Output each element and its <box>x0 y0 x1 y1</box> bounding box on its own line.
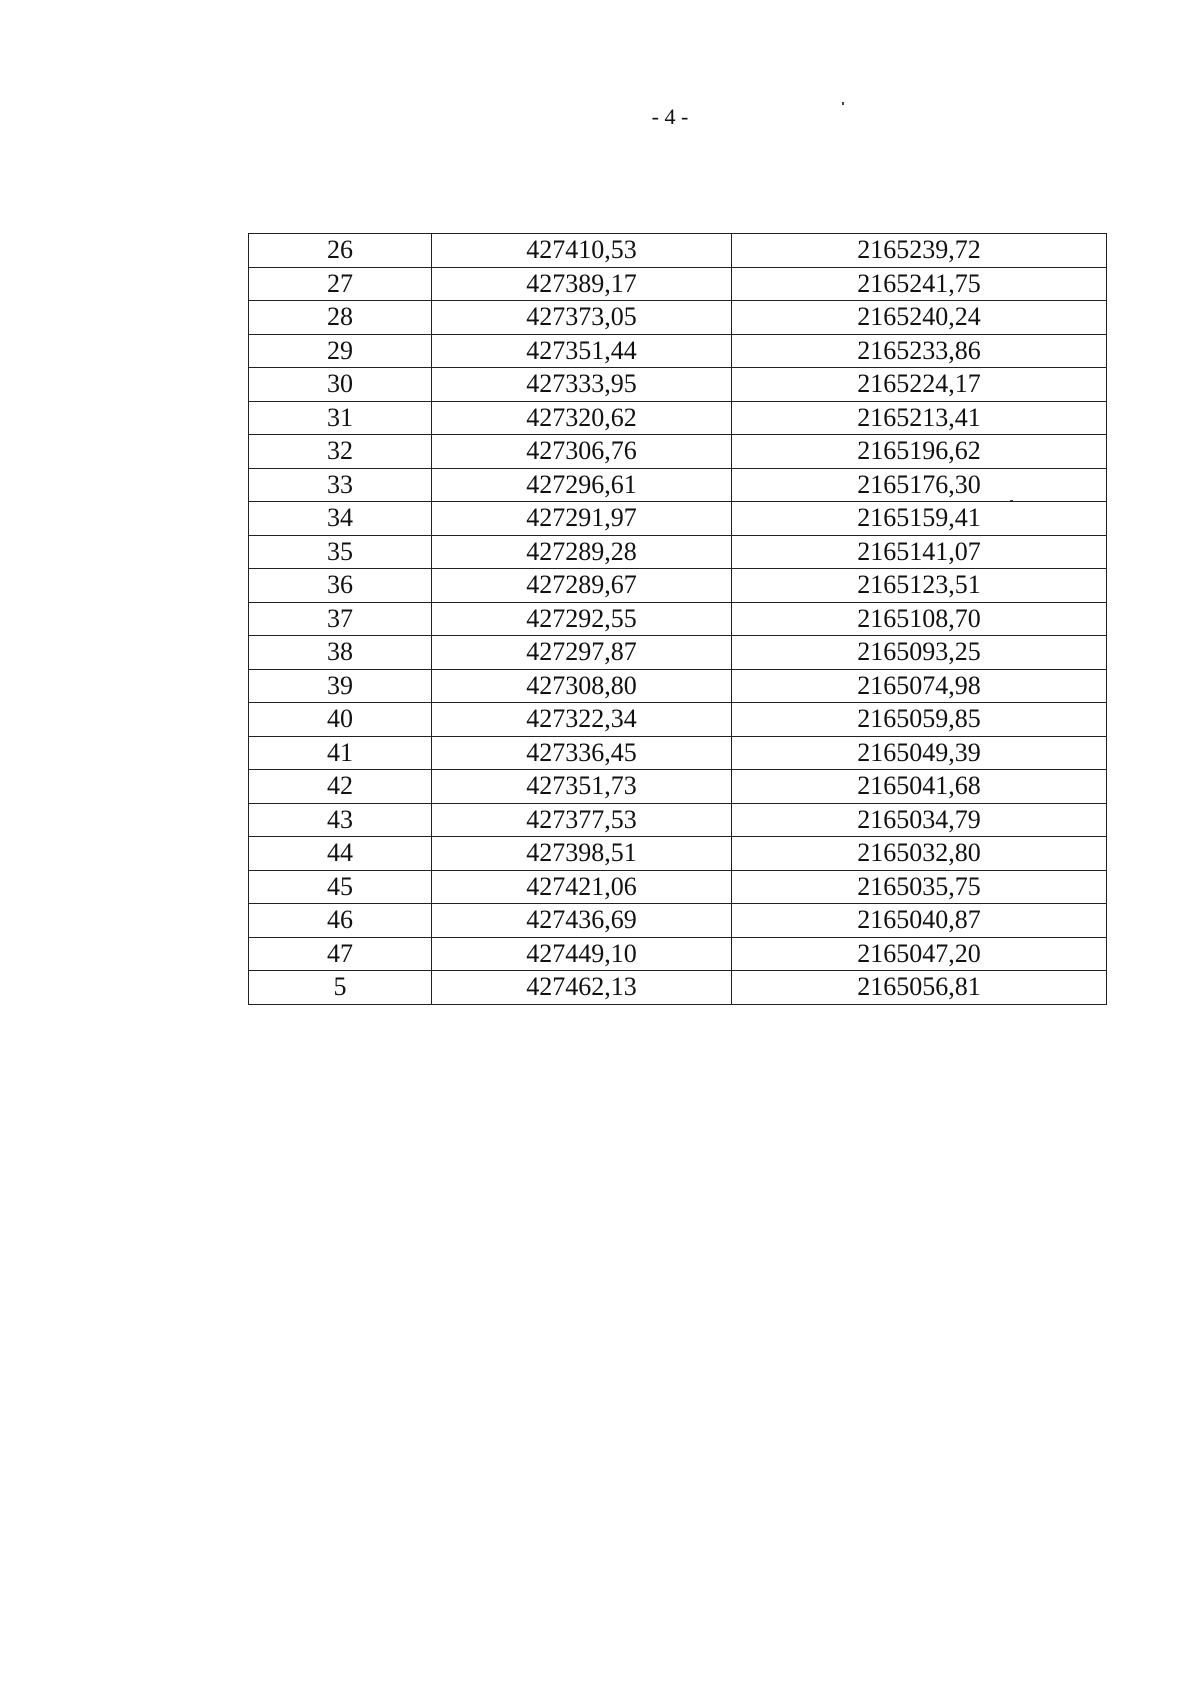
coordinates-table-body <box>249 234 1107 1005</box>
point-number-cell: 38 <box>249 636 432 670</box>
point-number-cell: 43 <box>249 803 432 837</box>
table-row <box>249 770 1107 804</box>
table-row <box>249 301 1107 335</box>
x-coordinate-cell: 427296,61 <box>432 468 732 502</box>
x-coordinate-cell: 427291,97 <box>432 502 732 536</box>
table-row <box>249 971 1107 1005</box>
x-coordinate-cell: 427333,95 <box>432 368 732 402</box>
x-coordinate-cell: 427322,34 <box>432 703 732 737</box>
table-row <box>249 334 1107 368</box>
y-coordinate-cell: 2165108,70 <box>732 602 1107 636</box>
table-row <box>249 870 1107 904</box>
y-coordinate-cell: 2165032,80 <box>732 837 1107 871</box>
table-row <box>249 401 1107 435</box>
x-coordinate-cell: 427389,17 <box>432 267 732 301</box>
point-number-cell: 37 <box>249 602 432 636</box>
point-number-cell: 40 <box>249 703 432 737</box>
y-coordinate-cell: 2165213,41 <box>732 401 1107 435</box>
coordinates-table <box>248 233 1107 1005</box>
x-coordinate-cell: 427289,67 <box>432 569 732 603</box>
table-row <box>249 368 1107 402</box>
point-number-cell: 46 <box>249 904 432 938</box>
point-number-cell: 35 <box>249 535 432 569</box>
point-number-cell: 41 <box>249 736 432 770</box>
table-row <box>249 435 1107 469</box>
x-coordinate-cell: 427336,45 <box>432 736 732 770</box>
x-coordinate-cell: 427351,73 <box>432 770 732 804</box>
y-coordinate-cell: 2165074,98 <box>732 669 1107 703</box>
x-coordinate-cell: 427308,80 <box>432 669 732 703</box>
point-number-cell: 42 <box>249 770 432 804</box>
x-coordinate-cell: 427462,13 <box>432 971 732 1005</box>
page-number: - 4 - <box>651 104 689 129</box>
table-row <box>249 569 1107 603</box>
point-number-cell: 39 <box>249 669 432 703</box>
point-number-cell: 45 <box>249 870 432 904</box>
x-coordinate-cell: 427351,44 <box>432 334 732 368</box>
y-coordinate-cell: 2165035,75 <box>732 870 1107 904</box>
y-coordinate-cell: 2165047,20 <box>732 937 1107 971</box>
point-number-cell: 32 <box>249 435 432 469</box>
table-row <box>249 234 1107 268</box>
table-row <box>249 669 1107 703</box>
point-number-cell: 33 <box>249 468 432 502</box>
y-coordinate-cell: 2165059,85 <box>732 703 1107 737</box>
y-coordinate-cell: 2165123,51 <box>732 569 1107 603</box>
y-coordinate-cell: 2165056,81 <box>732 971 1107 1005</box>
point-number-cell: 34 <box>249 502 432 536</box>
y-coordinate-cell: 2165040,87 <box>732 904 1107 938</box>
y-coordinate-cell: 2165159,41 <box>732 502 1107 536</box>
table-row <box>249 837 1107 871</box>
y-coordinate-cell: 2165241,75 <box>732 267 1107 301</box>
table-row <box>249 803 1107 837</box>
x-coordinate-cell: 427373,05 <box>432 301 732 335</box>
x-coordinate-cell: 427421,06 <box>432 870 732 904</box>
table-row <box>249 904 1107 938</box>
y-coordinate-cell: 2165176,30 <box>732 468 1107 502</box>
x-coordinate-cell: 427410,53 <box>432 234 732 268</box>
x-coordinate-cell: 427320,62 <box>432 401 732 435</box>
y-coordinate-cell: 2165049,39 <box>732 736 1107 770</box>
point-number-cell: 36 <box>249 569 432 603</box>
table-row <box>249 636 1107 670</box>
point-number-cell: 27 <box>249 267 432 301</box>
point-number-cell: 47 <box>249 937 432 971</box>
y-coordinate-cell: 2165240,24 <box>732 301 1107 335</box>
x-coordinate-cell: 427377,53 <box>432 803 732 837</box>
y-coordinate-cell: 2165093,25 <box>732 636 1107 670</box>
x-coordinate-cell: 427292,55 <box>432 602 732 636</box>
point-number-cell: 29 <box>249 334 432 368</box>
scan-speck <box>842 102 844 105</box>
x-coordinate-cell: 427289,28 <box>432 535 732 569</box>
point-number-cell: 44 <box>249 837 432 871</box>
point-number-cell: 5 <box>249 971 432 1005</box>
y-coordinate-cell: 2165196,62 <box>732 435 1107 469</box>
y-coordinate-cell: 2165239,72 <box>732 234 1107 268</box>
y-coordinate-cell: 2165233,86 <box>732 334 1107 368</box>
table-row <box>249 937 1107 971</box>
point-number-cell: 31 <box>249 401 432 435</box>
table-row <box>249 602 1107 636</box>
table-row <box>249 736 1107 770</box>
table-row <box>249 535 1107 569</box>
table-row <box>249 703 1107 737</box>
x-coordinate-cell: 427398,51 <box>432 837 732 871</box>
y-coordinate-cell: 2165041,68 <box>732 770 1107 804</box>
x-coordinate-cell: 427436,69 <box>432 904 732 938</box>
table-row <box>249 468 1107 502</box>
y-coordinate-cell: 2165141,07 <box>732 535 1107 569</box>
table-row <box>249 267 1107 301</box>
x-coordinate-cell: 427297,87 <box>432 636 732 670</box>
point-number-cell: 30 <box>249 368 432 402</box>
point-number-cell: 28 <box>249 301 432 335</box>
y-coordinate-cell: 2165224,17 <box>732 368 1107 402</box>
y-coordinate-cell: 2165034,79 <box>732 803 1107 837</box>
x-coordinate-cell: 427449,10 <box>432 937 732 971</box>
point-number-cell: 26 <box>249 234 432 268</box>
x-coordinate-cell: 427306,76 <box>432 435 732 469</box>
table-row <box>249 502 1107 536</box>
